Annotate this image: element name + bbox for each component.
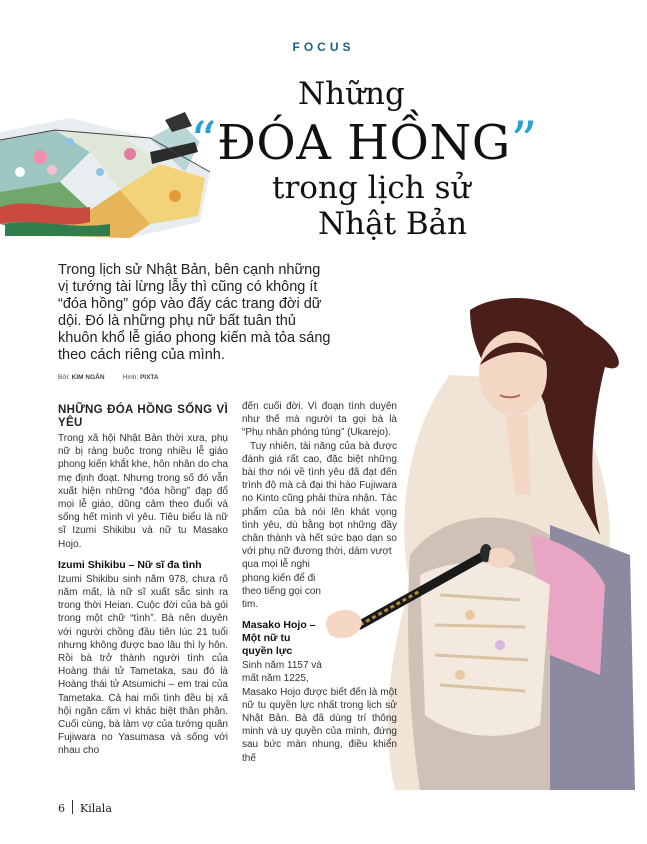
intro-paragraph: Trong lịch sử Nhật Bản, bên cạnh những vị tướng tài lừng lẫy thì cũng có không ít “đóa hồng” góp vào đấy các trang đời dữ dội. Đó là những phụ nữ bất tuân thủ khuôn khổ lễ giáo phong kiến mà tỏa sáng theo cách riêng của mình. [58, 262, 331, 363]
title-line-1: Những [298, 76, 405, 112]
footer-divider [72, 800, 73, 814]
paragraph: Tuy nhiên, tài năng của bà được đánh giá rất cao, đặc biệt những bài thơ nói về tình yêu đã đạt đến trình độ mà cả đại thi hào Fujiwara no Kinto cũng phải thừa nhận. Tác phẩm của bà nói lên khát vọng tình yêu, dù bằng bọt những đầy chân thành và hết sức bạo dạn so với phụ nữ đương thời, dám vượt [242, 440, 397, 558]
paragraph: Trong xã hội Nhật Bản thời xưa, phụ nữ bị ràng buộc trong nhiều lễ giáo phong kiến khắt khe, hôn nhân do cha mẹ định đoạt. Nhưng trong số đó vẫn xuất hiện những “đóa hồng” đạp đổ mọi lễ giáo, dũng cảm theo đuổi và sống hết mình vì yêu. Tiêu biểu là nữ sĩ Izumi Shikibu và nữ tu Masako Hojo. [58, 433, 228, 550]
title-main [190, 112, 538, 172]
credits [58, 374, 159, 381]
paragraph: Sinh năm 1157 và mất năm 1225, [242, 660, 322, 685]
page-number: 6 [58, 802, 65, 815]
close-quote: ” [510, 112, 538, 172]
page-footer [58, 800, 112, 815]
author-name: KIM NGÂN [71, 374, 105, 381]
title-line-2: ĐÓA HỒNG [217, 115, 511, 171]
article-column-2 [242, 400, 397, 765]
subheading: Masako Hojo – Một nữ tu quyền lực [242, 619, 316, 658]
open-quote: “ [190, 112, 218, 172]
title-line-3: trong lịch sử [272, 170, 471, 206]
magazine-name: Kilala [80, 802, 112, 815]
photo-credit: PIXTA [139, 374, 159, 381]
paragraph: qua mọi lễ nghi phong kiến để đi theo tiếng gọi con tim. [242, 559, 321, 611]
author-label: Bởi: [58, 374, 70, 381]
paragraph: Masako Hojo được biết đến là một nữ tu quyền lực nhất trong lịch sử Nhật Bản. Bà đã dùng trí thông minh và uy quyền của mình, đứng sau bức màn nhung, điều khiển thế [242, 686, 397, 764]
subheading: Izumi Shikibu – Nữ sĩ đa tình [58, 558, 202, 571]
article-column-1 [58, 400, 228, 758]
section-label: FOCUS [292, 40, 355, 54]
photo-label: Hình: [122, 374, 139, 381]
paragraph: đến cuối đời. Vì đoạn tình duyên như thế mà người ta gọi bà là “Phụ nhân phóng túng” (Ukarejo). [242, 401, 397, 439]
kimono-pattern-illustration [0, 112, 218, 240]
title-line-4: Nhật Bản [318, 206, 468, 242]
paragraph: Izumi Shikibu sinh năm 978, chưa rõ năm mất, là nữ sĩ xuất sắc sinh ra trong thời Heian. Cuộc đời của bà gói trong một chữ “tình”. Bà nên duyên với người chồng đầu tiên lúc 21 tuổi nhưng không được bao lâu thì ly hôn. Rồi bà trở thành người tình của Hoàng thái tử Tametaka, sau đó là Hoàng thái tử Atsumichi – em trai của Tametaka. Cả hai mối tình đều bị xã hội ngăn cấm vì khác biệt thân phận. Cuối cùng, bà làm vợ của tướng quân Fujiwara no Yasumasa và sống với nhau cho [58, 573, 228, 757]
section-heading: NHỮNG ĐÓA HỒNG SỐNG VÌ YÊU [58, 404, 228, 429]
